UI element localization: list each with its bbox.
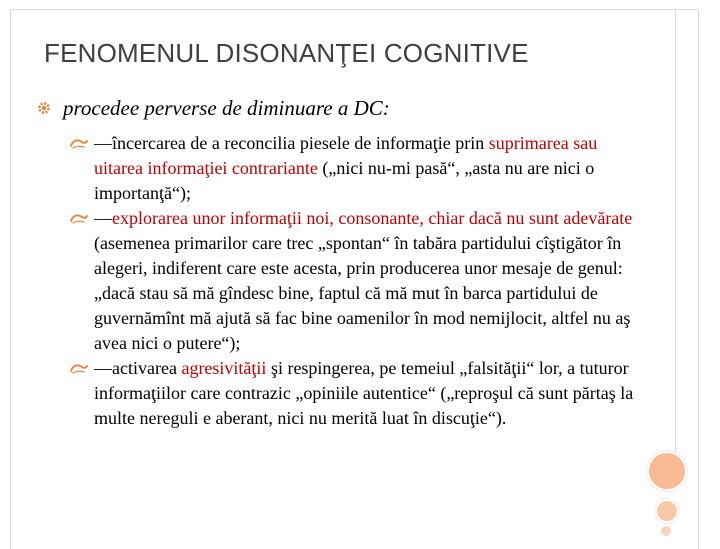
decorative-circle-medium [655,499,679,523]
curl-bullet-icon [70,138,88,150]
curl-bullet-icon [70,213,88,225]
decorative-circle-large [647,451,687,491]
decorative-circle-small [660,525,672,537]
item-dash: — [94,358,112,378]
item-highlight-text: explorarea unor informaţii noi, consonante, chiar dacă nu sunt adevărate [112,208,633,228]
item-lead-text: activarea [112,358,182,378]
item-dash: — [94,208,112,228]
list-item [70,131,650,206]
item-rest-text: şi respingerea, pe temeiul „falsităţii“ lor, a tuturor informaţiilor care contrazic „opiniile autentice“ („reproşul că sunt părtaş la multe nereguli e aberant, nici nu merită luat în discuţie“). [94,358,634,428]
item-rest-text: (asemenea primarilor care trec „spontan“ în tabăra partidului cîştigător în alegeri, indiferent care este acesta, prin producerea unor mesaje de genul: „dacă stau să mă gîndesc bine, faptul că mă mut în barca partidului de guvernămînt mă ajută să fac bine oamenilor în mod nemijlocit, altfel nu aş avea nici o putere“); [94,233,631,353]
list-item [70,206,650,356]
bullet-list [70,131,650,431]
bullet-level1-text: procedee perverse de diminuare a DC: [63,96,390,120]
item-highlight-text: suprimarea sau uitarea informaţiei contrariante [94,133,598,178]
list-item [70,356,650,431]
slide-title: FENOMENUL DISONANŢEI COGNITIVE [44,38,529,68]
decorative-line [675,10,676,458]
item-dash: — [94,133,112,153]
curl-bullet-icon [70,363,88,375]
gear-bullet-icon [38,102,50,114]
bullet-level1 [38,96,390,121]
item-highlight-text: agresivităţii [181,358,267,378]
item-rest-text: („nici nu-mi pasă“, „asta nu are nici o importanţă“); [94,158,595,203]
item-lead-text: încercarea de a reconcilia piesele de informaţie prin [112,133,489,153]
